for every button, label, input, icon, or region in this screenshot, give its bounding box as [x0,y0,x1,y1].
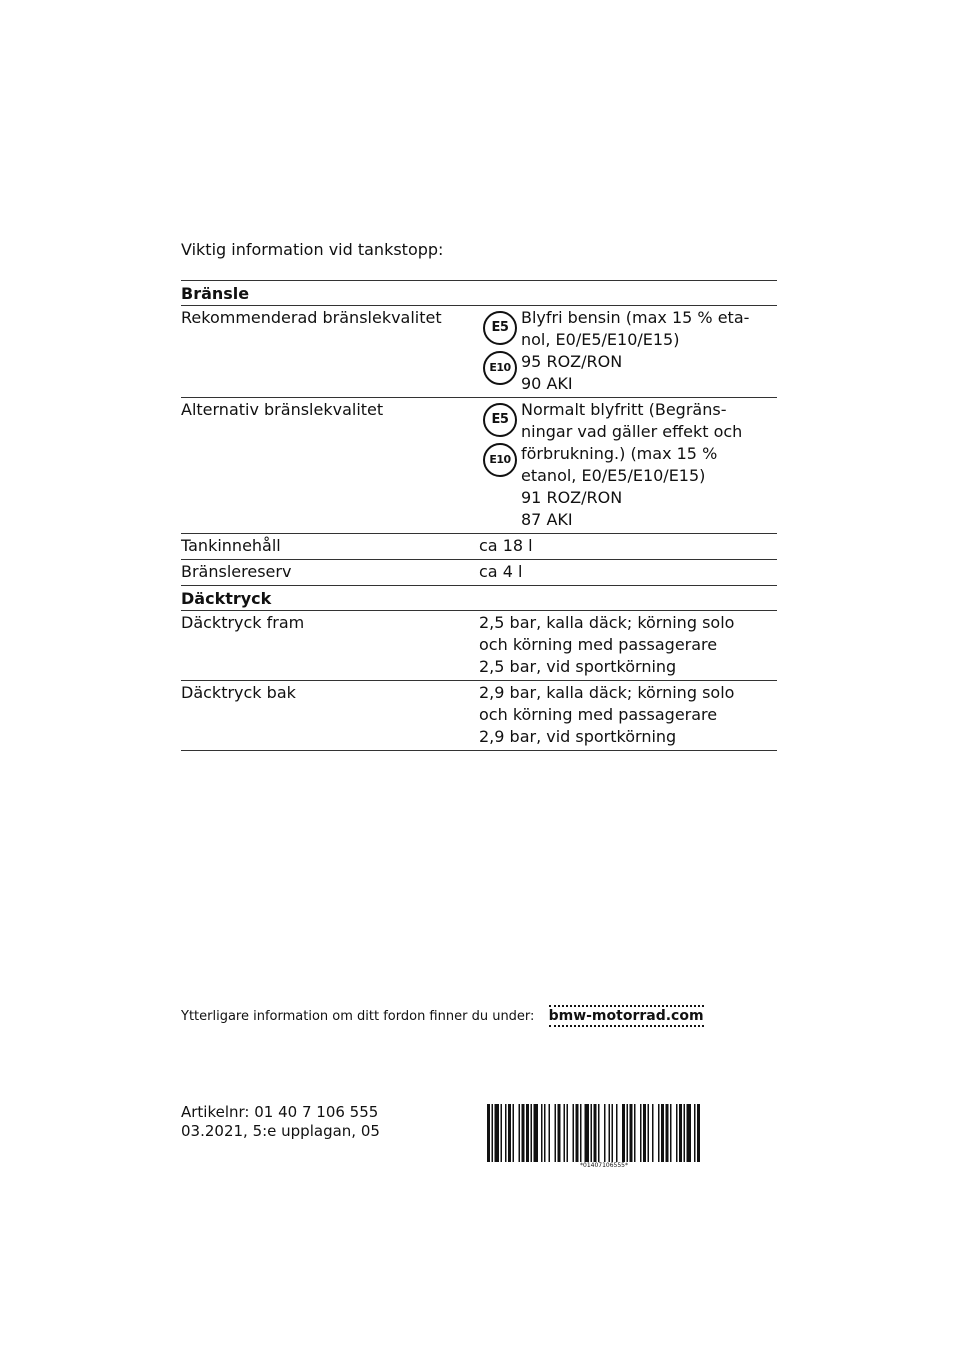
value-line: och körning med passagerare [479,635,718,654]
value-line: 87 AKI [521,510,573,529]
barcode-bar [526,1104,529,1162]
edition-info: 03.2021, 5:e upplagan, 05 [181,1122,380,1140]
barcode-bar [652,1104,654,1162]
barcode-bar [513,1104,515,1162]
barcode-bar [544,1104,546,1162]
barcode-bar [576,1104,579,1162]
barcode-bar [591,1104,593,1162]
e5-fuel-icon: E5 [483,403,517,437]
barcode-bar [643,1104,646,1162]
barcode-bar [492,1104,494,1162]
row-fuel-reserve [181,560,777,586]
intro-text: Viktig information vid tankstopp: [181,240,444,259]
barcode-bar [661,1104,664,1162]
barcode-bar [580,1104,582,1162]
website-link[interactable]: bmw-motorrad.com [549,1005,704,1027]
barcode-bar [658,1104,660,1162]
row-tyre-rear [181,681,777,751]
barcode-bar [684,1104,686,1162]
footer-info [181,1008,704,1024]
spec-table [181,280,777,751]
barcode-bar [666,1104,669,1162]
barcode-bar [676,1104,678,1162]
value-line: förbrukning.) (max 15 % [521,444,718,463]
barcode-bar [604,1104,606,1162]
value-line: och körning med passagerare [479,705,718,724]
barcode-caption: *01407106555* [580,1162,628,1169]
barcode-bar [501,1104,503,1162]
value-line: 90 AKI [521,374,573,393]
e10-fuel-icon: E10 [483,351,517,385]
row-recommended-fuel [181,306,777,398]
row-value: ca 4 l [479,562,523,581]
barcode-bar [616,1104,618,1162]
row-value: ca 18 l [479,536,533,555]
barcode-bar [534,1104,539,1162]
barcode-bar [541,1104,543,1162]
barcode-bar [640,1104,642,1162]
row-label: Bränslereserv [181,562,292,581]
value-line: etanol, E0/E5/E10/E15) [521,466,706,485]
section-title-tyres: Däcktryck [181,586,777,611]
value-line: Normalt blyfritt (Begräns- [521,400,727,419]
barcode-bar [594,1104,597,1162]
row-value [479,682,777,748]
row-label: Tankinnehåll [181,536,281,555]
barcode-bar [630,1104,633,1162]
barcode-bar [622,1104,625,1162]
barcode-bar [627,1104,629,1162]
value-line: 2,9 bar, kalla däck; körning solo [479,683,735,702]
barcode-bar [598,1104,600,1162]
value-lines [521,399,777,531]
barcode-bar [522,1104,525,1162]
value-line: 2,5 bar, kalla däck; körning solo [479,613,735,632]
barcode-bar [573,1104,575,1162]
barcode-bar [505,1104,507,1162]
barcode-bar [612,1104,614,1162]
row-label: Däcktryck bak [181,683,296,702]
row-alternative-fuel [181,398,777,534]
barcode-bar [558,1104,561,1162]
barcode-icon [487,1104,777,1162]
value-line: 2,5 bar, vid sportkörning [479,657,677,676]
row-value [479,612,777,678]
barcode-bar [679,1104,682,1162]
e10-fuel-icon: E10 [483,443,517,477]
value-line: 91 ROZ/RON [521,488,623,507]
article-number: Artikelnr: 01 40 7 106 555 [181,1103,379,1121]
barcode-bar [687,1104,692,1162]
value-line: 2,9 bar, vid sportkörning [479,727,677,746]
value-line: Blyfri bensin (max 15 % eta- [521,308,750,327]
fuel-badges [479,307,521,395]
barcode-bar [648,1104,650,1162]
fuel-badges [479,399,521,531]
barcode-bar [487,1104,490,1162]
footer-info-text: Ytterligare information om ditt fordon finner du under: [181,1009,535,1024]
barcode-bar [495,1104,500,1162]
barcode-bar [634,1104,636,1162]
row-tyre-front [181,611,777,681]
barcode-bar [555,1104,557,1162]
barcode-bar [519,1104,521,1162]
value-line: ningar vad gäller effekt och [521,422,743,441]
barcode-bar [564,1104,566,1162]
row-label: Rekommenderad bränslekvalitet [181,308,442,327]
value-lines [521,307,777,395]
barcode-bar [697,1104,700,1162]
barcode-bar [670,1104,672,1162]
barcode-bar [531,1104,533,1162]
barcode-bar [585,1104,590,1162]
e5-fuel-icon: E5 [483,311,517,345]
value-line: nol, E0/E5/E10/E15) [521,330,680,349]
row-value [479,307,777,395]
row-label: Däcktryck fram [181,613,305,632]
row-label: Alternativ bränslekvalitet [181,400,384,419]
section-title-fuel: Bränsle [181,281,777,306]
barcode-bar [567,1104,569,1162]
barcode-bar [508,1104,511,1162]
publication-meta [181,1103,380,1141]
barcode-bar [609,1104,611,1162]
value-line: 95 ROZ/RON [521,352,623,371]
barcode-bar [549,1104,551,1162]
row-value [479,399,777,531]
barcode-bar [694,1104,696,1162]
row-tank-capacity [181,534,777,560]
